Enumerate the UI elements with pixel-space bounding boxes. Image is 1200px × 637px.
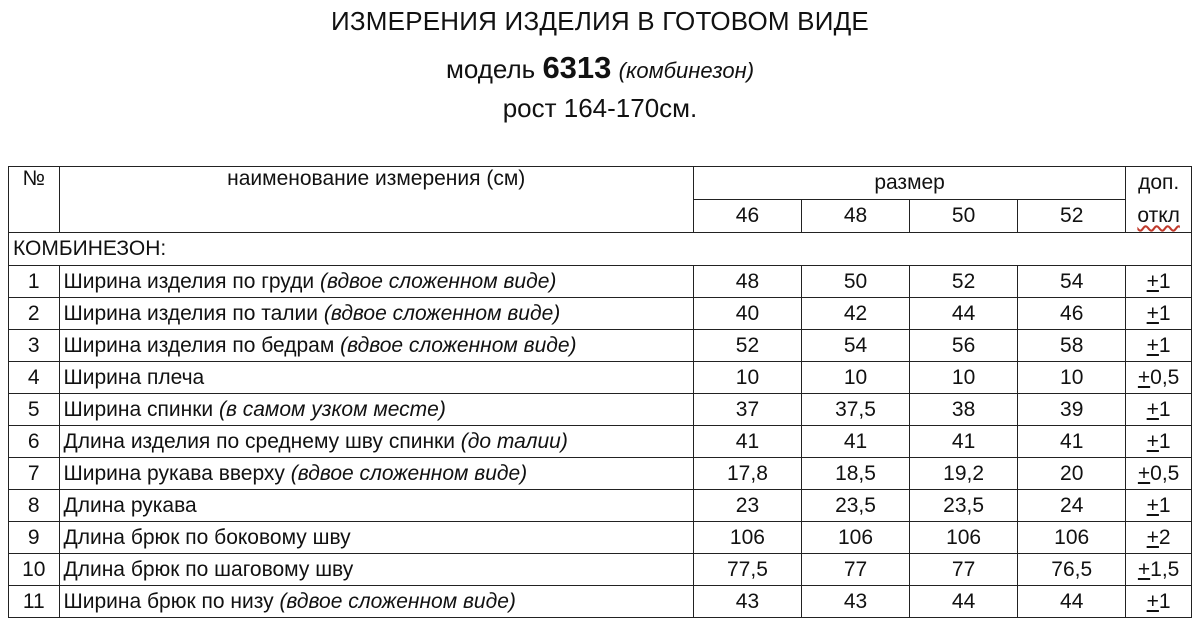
measurement-label: Длина брюк по боковому шву xyxy=(63,525,351,549)
size-value: 106 xyxy=(693,522,801,554)
row-number: 1 xyxy=(9,266,60,298)
tolerance xyxy=(1126,522,1192,554)
measurement-hint: (вдвое сложенном виде) xyxy=(319,269,557,293)
model-type: (комбинезон) xyxy=(618,58,755,83)
measurement-hint: (вдвое сложенном виде) xyxy=(323,301,561,325)
size-value: 54 xyxy=(1018,266,1126,298)
height-range: рост 164-170см. xyxy=(502,93,698,123)
table-row xyxy=(9,330,1192,362)
size-value: 41 xyxy=(801,426,909,458)
model-line xyxy=(0,50,1200,86)
plus-minus-icon: + xyxy=(1146,397,1159,421)
measurement-hint: (в самом узком месте) xyxy=(218,397,446,421)
size-value: 77 xyxy=(801,554,909,586)
plus-minus-icon: + xyxy=(1137,461,1151,485)
size-value: 52 xyxy=(693,330,801,362)
size-value: 77 xyxy=(910,554,1018,586)
size-value: 10 xyxy=(693,362,801,394)
size-value: 44 xyxy=(910,298,1018,330)
size-value: 50 xyxy=(801,266,909,298)
tolerance xyxy=(1126,330,1192,362)
size-value: 19,2 xyxy=(910,458,1018,490)
tolerance-value: 1 xyxy=(1158,301,1171,325)
size-value: 44 xyxy=(1018,586,1126,618)
size-header: 50 xyxy=(910,200,1018,233)
measurement-label: Ширина плеча xyxy=(63,365,205,389)
measurement-name xyxy=(59,554,693,586)
header-num-spacer xyxy=(9,200,60,233)
tolerance-value: 1 xyxy=(1158,429,1171,453)
plus-minus-icon: + xyxy=(1146,269,1159,293)
measurement-name xyxy=(59,586,693,618)
plus-minus-icon: + xyxy=(1146,301,1159,325)
size-value: 56 xyxy=(910,330,1018,362)
section-title: КОМБИНЕЗОН: xyxy=(9,233,1192,266)
measurement-label: Длина рукава xyxy=(63,493,197,517)
measurement-name xyxy=(59,362,693,394)
measurement-label: Длина брюк по шаговому шву xyxy=(63,557,354,581)
table-row xyxy=(9,522,1192,554)
tolerance xyxy=(1126,490,1192,522)
size-value: 52 xyxy=(910,266,1018,298)
measurement-label: Ширина рукава вверху xyxy=(63,461,285,485)
size-value: 41 xyxy=(1018,426,1126,458)
size-value: 10 xyxy=(1018,362,1126,394)
tolerance xyxy=(1126,458,1192,490)
size-value: 37 xyxy=(693,394,801,426)
row-number: 5 xyxy=(9,394,60,426)
measurement-name xyxy=(59,458,693,490)
size-value: 77,5 xyxy=(693,554,801,586)
row-number: 3 xyxy=(9,330,60,362)
size-value: 41 xyxy=(693,426,801,458)
row-number: 6 xyxy=(9,426,60,458)
tolerance-value: 1 xyxy=(1158,397,1171,421)
size-value: 23,5 xyxy=(910,490,1018,522)
table-row xyxy=(9,298,1192,330)
size-value: 10 xyxy=(801,362,909,394)
measurement-hint: (вдвое сложенном виде) xyxy=(279,589,516,613)
size-value: 106 xyxy=(1018,522,1126,554)
size-header: 48 xyxy=(801,200,909,233)
page-title: ИЗМЕРЕНИЯ ИЗДЕЛИЯ В ГОТОВОМ ВИДЕ xyxy=(331,6,869,36)
size-value: 23 xyxy=(693,490,801,522)
model-prefix: модель xyxy=(445,54,536,84)
size-value: 20 xyxy=(1018,458,1126,490)
measurement-label: Ширина брюк по низу xyxy=(63,589,274,613)
model-number: 6313 xyxy=(542,50,612,85)
size-value: 106 xyxy=(910,522,1018,554)
size-value: 54 xyxy=(801,330,909,362)
size-value: 43 xyxy=(801,586,909,618)
table-body xyxy=(9,266,1192,618)
size-value: 42 xyxy=(801,298,909,330)
plus-minus-icon: + xyxy=(1146,589,1159,613)
row-number: 10 xyxy=(9,554,60,586)
size-value: 58 xyxy=(1018,330,1126,362)
table-row xyxy=(9,554,1192,586)
table-row xyxy=(9,362,1192,394)
tolerance xyxy=(1126,426,1192,458)
plus-minus-icon: + xyxy=(1146,525,1159,549)
plus-minus-icon: + xyxy=(1146,333,1159,357)
measurement-name xyxy=(59,426,693,458)
tolerance xyxy=(1126,394,1192,426)
measurement-hint: (вдвое сложенном виде) xyxy=(340,333,577,357)
plus-minus-icon: + xyxy=(1146,493,1159,517)
measurement-label: Ширина изделия по бедрам xyxy=(63,333,335,357)
measurement-name xyxy=(59,330,693,362)
header-tolerance-2: откл xyxy=(1126,200,1192,233)
tolerance-value: 1,5 xyxy=(1150,557,1180,581)
table-row xyxy=(9,394,1192,426)
size-value: 39 xyxy=(1018,394,1126,426)
row-number: 4 xyxy=(9,362,60,394)
tolerance-value: 0,5 xyxy=(1150,365,1180,389)
measurement-label: Ширина спинки xyxy=(63,397,214,421)
size-value: 18,5 xyxy=(801,458,909,490)
size-value: 37,5 xyxy=(801,394,909,426)
tolerance-value: 2 xyxy=(1158,525,1171,549)
size-value: 24 xyxy=(1018,490,1126,522)
measurement-label: Длина изделия по среднему шву спинки xyxy=(63,429,455,453)
tolerance-value: 1 xyxy=(1158,269,1171,293)
tolerance xyxy=(1126,266,1192,298)
size-value: 43 xyxy=(693,586,801,618)
size-value: 46 xyxy=(1018,298,1126,330)
size-header: 46 xyxy=(693,200,801,233)
table-row xyxy=(9,426,1192,458)
plus-minus-icon: + xyxy=(1146,429,1159,453)
row-number: 11 xyxy=(9,586,60,618)
size-value: 17,8 xyxy=(693,458,801,490)
header-measure-name: наименование измерения (см) xyxy=(59,167,693,200)
row-number: 9 xyxy=(9,522,60,554)
table-row xyxy=(9,458,1192,490)
measurement-label: Ширина изделия по талии xyxy=(63,301,318,325)
size-value: 23,5 xyxy=(801,490,909,522)
size-value: 40 xyxy=(693,298,801,330)
tolerance-value: 0,5 xyxy=(1150,461,1180,485)
tolerance xyxy=(1126,362,1192,394)
measurement-label: Ширина изделия по груди xyxy=(63,269,315,293)
measurement-name xyxy=(59,394,693,426)
size-value: 10 xyxy=(910,362,1018,394)
measurement-name xyxy=(59,266,693,298)
tolerance-value: 1 xyxy=(1158,333,1171,357)
table-row xyxy=(9,490,1192,522)
measurement-name xyxy=(59,490,693,522)
tolerance-value: 1 xyxy=(1158,493,1171,517)
tolerance xyxy=(1126,554,1192,586)
measurements-table xyxy=(8,166,1192,618)
size-header: 52 xyxy=(1018,200,1126,233)
table-row xyxy=(9,586,1192,618)
header-num: № xyxy=(9,167,60,200)
size-value: 38 xyxy=(910,394,1018,426)
row-number: 7 xyxy=(9,458,60,490)
plus-minus-icon: + xyxy=(1137,557,1151,581)
plus-minus-icon: + xyxy=(1137,365,1151,389)
size-value: 48 xyxy=(693,266,801,298)
tolerance-value: 1 xyxy=(1158,589,1171,613)
measurement-hint: (вдвое сложенном виде) xyxy=(290,461,528,485)
header-size: размер xyxy=(693,167,1125,200)
row-number: 8 xyxy=(9,490,60,522)
measurement-name xyxy=(59,522,693,554)
measurement-name xyxy=(59,298,693,330)
measurement-hint: (до талии) xyxy=(460,429,568,453)
size-value: 44 xyxy=(910,586,1018,618)
size-value: 41 xyxy=(910,426,1018,458)
size-value: 106 xyxy=(801,522,909,554)
size-value: 76,5 xyxy=(1018,554,1126,586)
header-tolerance-1: доп. xyxy=(1126,167,1192,200)
tolerance xyxy=(1126,586,1192,618)
row-number: 2 xyxy=(9,298,60,330)
table-row xyxy=(9,266,1192,298)
tolerance xyxy=(1126,298,1192,330)
header-name-spacer xyxy=(59,200,693,233)
